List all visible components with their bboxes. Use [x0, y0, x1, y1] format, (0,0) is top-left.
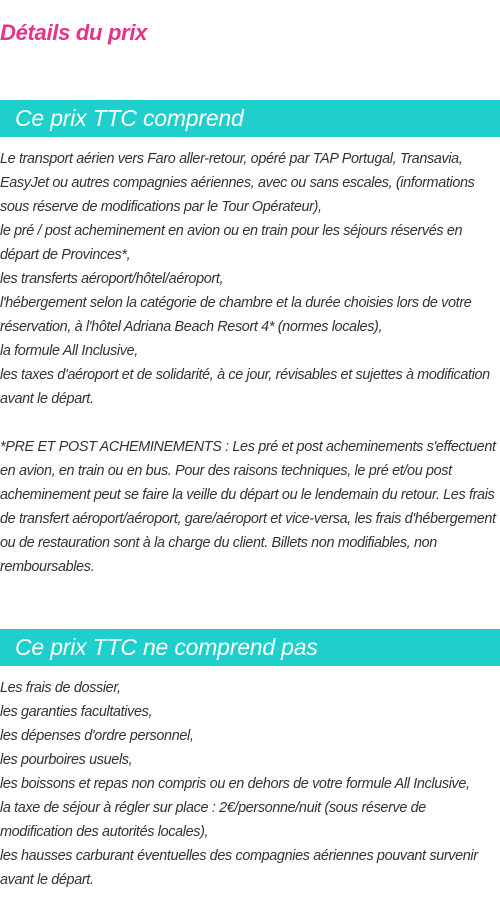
- includes-item: les transferts aéroport/hôtel/aéroport,: [0, 271, 224, 287]
- excludes-item: Les frais de dossier,: [0, 680, 121, 696]
- paragraph-spacer: [0, 411, 500, 435]
- excludes-item: les pourboires usuels,: [0, 752, 133, 768]
- excludes-item: les hausses carburant éventuelles des compagnies aériennes pouvant survenir avant le départ.: [0, 848, 478, 888]
- excludes-section-header: Ce prix TTC ne comprend pas: [0, 629, 500, 666]
- includes-item: le pré / post acheminement en avion ou en train pour les séjours réservés en départ de Provinces*,: [0, 223, 463, 263]
- includes-section-header: Ce prix TTC comprend: [0, 100, 500, 137]
- excludes-item: les garanties facultatives,: [0, 704, 153, 720]
- includes-item: Le transport aérien vers Faro aller-retour, opéré par TAP Portugal, Transavia, EasyJet ou autres compagnies aériennes, avec ou sans escales, (informations sous réserve de modifications par le Tour Opérateur),: [0, 151, 475, 215]
- excludes-item: la taxe de séjour à régler sur place : 2€/personne/nuit (sous réserve de modification des autorités locales),: [0, 800, 426, 840]
- pre-post-acheminement-note: *PRE ET POST ACHEMINEMENTS : Les pré et post acheminements s'effectuent en avion, en train ou en bus. Pour des raisons techniques, le pré et/ou post acheminement peut se faire la veille du départ ou le lendemain du retour. Les frais de transfert aéroport/aéroport, gare/aéroport et vice-versa, les frais d'hébergement ou de restauration sont à la charge du client. Billets non modifiables, non remboursables.: [0, 439, 496, 575]
- includes-section-body: [0, 147, 500, 579]
- excludes-section-body: [0, 676, 500, 892]
- page-title: Détails du prix: [0, 20, 148, 45]
- includes-item: la formule All Inclusive,: [0, 343, 138, 359]
- excludes-item: les dépenses d'ordre personnel,: [0, 728, 194, 744]
- excludes-item: les boissons et repas non compris ou en dehors de votre formule All Inclusive,: [0, 776, 470, 792]
- includes-item: les taxes d'aéroport et de solidarité, à ce jour, révisables et sujettes à modification avant le départ.: [0, 367, 490, 407]
- includes-item: l'hébergement selon la catégorie de chambre et la durée choisies lors de votre réservation, à l'hôtel Adriana Beach Resort 4* (normes locales),: [0, 295, 472, 335]
